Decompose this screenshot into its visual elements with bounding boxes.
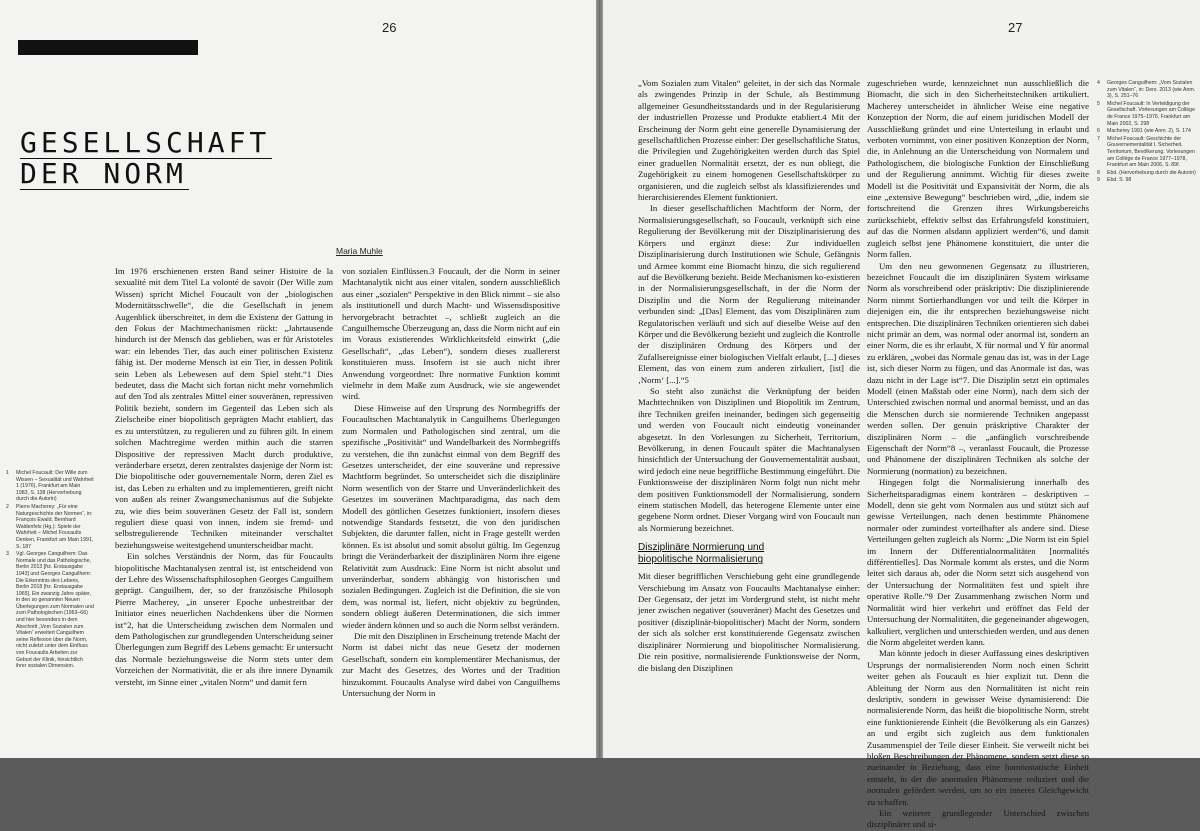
footnote-number: 7 — [1097, 135, 1100, 142]
footnote — [1097, 177, 1197, 184]
body-column-1 — [115, 266, 333, 752]
footnote-text: Macherey 1991 (wie Anm. 2), S. 174 — [1107, 128, 1191, 135]
paragraph: Man könnte jedoch in dieser Auffassung eines deskriptiven Ursprungs der normalisierenden Norm noch einen Schritt weiter gehen als Foucault es hier explizit tut. Denn die Ableitung der Norm aus den Normalitäten ist nicht rein deskriptiv, sondern in gewisser Weise dynamisierend: Die normalisierende Norm, das heißt die biopolitische Norm, strebt eine funktionierende Einheit (die Bevölkerung als ein Ganzes) an und ergibt sich zugleich aus dem funktionalen Zusammenspiel der Teile dieser Einheit. Sie verweilt nicht bei bloßen Beschreibungen der Phänomene, sondern setzt diese so zueinander in Beziehung, dass eine homöostatische Einheit entsteht, in der die anormalen Phänomene reduziert und die normalen gefördert werden, um so ein inneres Gleichgewicht zu schaffen. — [867, 648, 1089, 807]
decorative-black-bar — [18, 40, 198, 55]
book-gutter — [596, 0, 603, 758]
footnote-text: Georges Canguilhem: „Vom Sozialen zum Vitalen“, in: Ders. 2013 (wie Anm. 3), S. 251–76 — [1107, 80, 1196, 100]
footnote-number: 6 — [1097, 128, 1100, 135]
footnote — [1097, 136, 1197, 169]
paragraph: Um den neu gewonnenen Gegensatz zu illustrieren, bezeichnet Foucault die im disziplinären System wirksame Norm als vorschreibend oder präskriptiv: Die disziplinierende Norm nimmt Sortierhandlungen vor und teilt die Körper in diejenigen ein, die ihr entsprechen beziehungsweise nicht entsprechen. Die disziplinären Techniken orientieren sich dabei nicht primär an dem, was normal oder anormal ist, sondern an einer Norm, die es ihr erlaubt, X für normal und Y für anormal zu erklären, „wobei das Normale genau das ist, was in der Lage ist, sich dieser Norm zu fügen, und das Anormale ist das, was dazu nicht in der Lage ist“7. Die Disziplin setzt ein optimales Modell (einen Maßstab oder eine Norm), nach dem sich der Unterschied zwischen normal und anormal bemisst, und an das die Menschen durch sie normierende Techniken angepasst werden sollen. Der genuin präskriptive Charakter der disziplinären Norm – die „anfänglich vorschreibende Eigenschaft der Norm“8 –, veranlasst Foucault, die Prozesse und Phänomene der disziplinären Techniken als solche der Normierung (normation) zu bezeichnen. — [867, 260, 1089, 476]
paragraph: Ein solches Verständnis der Norm, das für Foucaults biopolitische Machtanalysen zentral ist, ist entscheidend von der Lehre des Wissenschaftsphilosophen Georges Canguilhem geprägt. Canguilhem, der, so der französische Philosoph Pierre Macherey, „in unserer Epoche unbestreitbar der Initiator eines neuerlichen Nachdenkens über die Normen ist“2, hat die Unterscheidung zwischen dem Normalen und dem Pathologischen zur grundlegenden Unterscheidung seiner Überlegungen zum Begriff des Lebens gemacht: Er untersucht das Normale beziehungsweise die Norm stets unter dem Vorzeichen der Normativität, die er als ihre innere Dynamik versteht, im Sinne einer „vitalen Norm“ und damit fern — [115, 551, 333, 687]
right-page — [603, 0, 1200, 830]
paragraph: Im 1976 erschienenen ersten Band seiner Histoire de la sexualité mit dem Titel La volonté de savoir (Der Wille zum Wissen) spricht Michel Foucault von der „biologischen Modernitätsschwelle“, die die Gesellschaft in jenem Augenblick überschreitet, in dem die Existenz der Gattung in den Fokus der Machtmechanismen rückt: „Jahrtausende hindurch ist der Mensch das geblieben, was er für Aristoteles war: ein lebendes Tier, das auch einer politischen Existenz fähig ist. Der moderne Mensch ist ein Tier, in dessen Politik sein Leben als Lebewesen auf dem Spiel steht.“1 Dies bedeutet, dass die Macht sich fortan nicht mehr vornehmlich auf den Tod als zentrales Mittel einer souveränen, repressiven Politik bezieht, sondern im Gegenteil das Leben sich als Zielscheibe einer biopolitisch geprägten Macht etabliert, das es zu unterstützen, zu regulieren und zu führen gilt. In einem solchen Machtregime werden mithin auch die starren Dispositive der repressiven Macht durch produktive, veränderbare ersetzt, deren zentralstes dasjenige der Norm ist: Die biopolitische oder gouvernementale Norm, deren Ziel es ist, das Leben zu erhalten und zu implementieren, greift nicht von außen als reiner Zwangsmechanismus auf die Subjekte zu, wie dies beim souveränen Gesetz der Fall ist, sondern reguliert diese quasi von innen, indem sie fremd- und selbstregulierende Techniken miteinander verschaltet beziehungsweise weitestgehend ununterscheidbar macht. — [115, 266, 333, 550]
title-line-2: DER NORM — [20, 157, 187, 190]
paragraph: von sozialen Einflüssen.3 Foucault, der die Norm in seiner Machtanalytik nicht aus einer vitalen, sondern ausschließlich aus einer „sozialen“ Perspektive in den Blick nimmt – sie also als institutionell und durch Macht- und Wissensdispositive hervorgebracht betrachtet –, schließt zugleich an die Canguilhemsche Überzeugung an, dass die Norm nicht auf ein im Voraus existierendes Wirklichkeitsfeld einwirkt („die Gesellschaft“, „das Leben“), sondern dieses zuallererst konstituieren muss. Insofern ist sie auch nicht ihrer Anwendung vorgeordnet: Ihre normative Funktion kommt vielmehr in dem Maße zum Ausdruck, wie sie angewendet wird. — [342, 266, 560, 402]
footnote-text: Pierre Macherey: „Für eine Naturgeschichte der Normen“, in: François Ewald, Bernhard Waldenfels (Hg.): Spiele der Wahrheit – Michel Foucaults Denken, Frankfurt am Main 1991, S. 187 — [16, 503, 94, 550]
footnote-text: Ebd. S. 98 — [1107, 177, 1132, 184]
footnote-number: 8 — [1097, 169, 1100, 176]
title-line-1: GESELLSCHAFT — [20, 126, 271, 159]
footnote-number: 1 — [6, 470, 9, 476]
body-column-2 — [342, 266, 560, 752]
paragraph: Ein weiterer grundlegender Unterschied zwischen disziplinärer und si- — [867, 808, 1089, 830]
chapter-title — [20, 128, 280, 190]
footnote-number: 3 — [6, 551, 9, 558]
footnote-text: Vgl. Georges Canguilhem: Das Normale und das Pathologische, Berlin 2013 [frz. Erstausgabe 1943] und Georges Canguilhem: Die Erkenntnis des Lebens, Berlin 2018 [frz. Erstausgabe 1965]. Ein zwanzig Jahre später, in den so genannten Neuen Überlegungen zum Normalen und zum Pathologischen (1963–66) und hier besonders in dem Abschnitt „Vom Sozialen zum Vitalen“ erweitert Canguilhem seine Reflexion über die Norm, nicht zuletzt unter dem Einfluss von Foucaults Arbeiten zur Geburt der Klinik, hinsichtlich ihrer sozialen Dimension. — [16, 551, 94, 670]
left-page — [0, 0, 596, 758]
footnote-number: 4 — [1097, 80, 1100, 86]
paragraph: In dieser gesellschaftlichen Machtform der Norm, der Normalisierungsgesellschaft, so Foucault, verknüpft sich eine Regulierung der Bevölkerung mit der Disziplinarisierung des Körpers und ergänzt diese: Zur individuellen Disziplinarisierung durch Institutionen wie Schule, Gefängnis und Armee kommt eine Biomacht hinzu, die sich regulierend auf die Bevölkerung bezieht. Beide Mechanismen ko-existieren in der Normalisierungsgesellschaft, in der die Norm der Disziplin und die Norm der Regulierung miteinander verbunden sind: „[Das] Element, das vom Disziplinären zum Regulatorischen verläuft und sich auf dieselbe Weise auf den Körper und die Bevölkerung bezieht und zugleich die Kontrolle der disziplinären Ordnung des Körpers und der Zufallsereignisse einer biologischen Vielfalt erlaubt, [...] dieses Element, das von einem zum anderen zirkuliert, [ist] die ‚Norm‘ [...].“5 — [638, 203, 860, 385]
footnote — [6, 551, 94, 670]
footnote — [6, 504, 94, 550]
paragraph: Diese Hinweise auf den Ursprung des Normbegriffs der Foucaultschen Machtanalytik in Canguilhems Überlegungen zum Normalen und Pathologischen sind zentral, um die spezifische „Positivität“ und Wandelbarkeit des Normbegriffs zu verstehen, die ihn zunächst einmal von dem Begriff des Gesetzes unterscheidet, der eine souveräne und repressive Machtform begründet. So unterscheidet sich die disziplinäre Norm wesentlich von der Starre und Unveränderlichkeit des Gesetzes im souveränen Machtparadigma, das nach dem Modell des göttlichen Gesetzes funktioniert, insofern dieses notwendige Standards festsetzt, die von den juridischen Subjekten, die darunter fallen, nicht in Frage gestellt werden können. Es ist absolut und somit absolut gültig. Im Gegenzug bringt die Veränderbarkeit der disziplinären Norm ihre eigene Relativität zum Ausdruck: Eine Norm ist nicht absolut und unveränderbar, sondern abhängig von historischen und sozialen Bedingungen. Zugleich ist die Definition, die sie von dem, was normal ist, liefert, nicht objektiv zu begründen, sondern obliegt äußeren Determinationen, die sich immer wieder ändern können und so auch die Norm selbst verändern. — [342, 402, 560, 630]
footnote-text: Ebd. (Hervorhebung durch die Autorin) — [1107, 169, 1196, 176]
subheading: Disziplinäre Normierung und biopolitische Normalisierung — [638, 542, 765, 566]
page-number: 27 — [1008, 20, 1023, 35]
paragraph: So steht also zunächst die Verknüpfung der beiden Machttechniken von Disziplinen und Biopolitik im Zentrum, ihre Techniken greifen ineinander, bedingen sich gegenseitig und werden von Foucault nicht eindeutig voneinander abgesetzt. In den Vorlesungen zu Sicherheit, Territorium, Bevölkerung, in denen Foucault später die Machtanalysen hinsichtlich der Untersuchung der Gouvernementalität ausbaut, wird jedoch eine neue begriffliche Bestimmung eingeführt. Die Funktionsweise der disziplinären Norm folgt nun nicht mehr dem positiven Funktionsmodell der Normalisierung, sondern einem statischen Modell, das heterogene Elemente unter eine gegebene Norm ordnet. Dieser Vorgang wird von Foucault nun als Normierung bezeichnet. — [638, 385, 860, 533]
paragraph: zugeschrieben wurde, kennzeichnet nun ausschließlich die Biomacht, die sich in den Sicherheitstechniken artikuliert. Macherey unterscheidet in ähnlicher Weise eine negative Konzeption der Norm, die auf einem juridischen Modell der Ausschließung gründet und eine Unterteilung in erlaubt und verboten vornimmt, von einer positiven Konzeption der Norm, die, in Anlehnung an die Unterscheidung von Normalem und Pathologischem, die biologische Funktion der Einschließung und der Regulierung annimmt. Wichtig für dieses zweite Modell ist die Positivität und Expansivität der Norm, die als eine „extensive Bewegung“ beschrieben wird, „die, indem sie fortschreitend die Grenzen ihres Wirkungsbereichs zurückschiebt, effektiv selbst das Erfahrungsfeld konstituiert, auf das die Normen alsdann appliziert werden“6, und damit zugleich selbst jene Phänomene konstituiert, die unter die Norm fallen. — [867, 78, 1089, 260]
paragraph: Hingegen folgt die Normalisierung innerhalb des Sicherheitsparadigmas einem konträren – deskriptiven – Modell, denn sie geht vom Normalen aus und stützt sich auf gewisse Verteilungen, nach denen bestimmte Phänomene normaler oder zumindest vorteilhafter als andere sind. Diese Verteilungen gelten zugleich als Norm: „Die Norm ist ein Spiel im Innern der Differentialnormalitäten [normalités différentielles]. Das Normale kommt als erstes, und die Norm leitet sich daraus ab, oder die Norm setzt sich ausgehend von der Untersuchung der Normalitäten fest und spielt ihre operative Rolle.“9 Der Zusammenhang zwischen Norm und Normalität wird hier verkehrt und eröffnet das Feld der Untersuchung der Normalitäten, die gegeneinander abgewogen, kalkuliert, verglichen und unterschieden werden, und aus denen die Norm abgeleitet werden kann. — [867, 477, 1089, 647]
body-column-2 — [867, 78, 1089, 830]
footnote — [1097, 128, 1197, 135]
body-column-1 — [638, 78, 860, 752]
footnotes-right — [1097, 80, 1197, 185]
footnote — [1097, 80, 1197, 100]
footnote-number: 5 — [1097, 100, 1100, 107]
paragraph: Mit dieser begrifflichen Verschiebung geht eine grundlegende Verschiebung im Ansatz von Foucaults Machtanalyse einher: Der Gegensatz, der jetzt im Vordergrund steht, ist nicht mehr jener zwischen negativer (souveräner) Macht des Gesetzes und positiver (disziplinär-biopolitischer) Macht der Norm, sondern der sich als solcher erst konstituierende Gegensatz zwischen disziplinärer Normierung und biopolitischer Normalisierung. Die rein positive, normalisierende Funktionsweise der Norm, die bislang den Disziplinen — [638, 571, 860, 673]
footnote-text: Michel Foucault: In Verteidigung der Gesellschaft. Vorlesungen am Collège de France 1975–1976, Frankfurt am Main 2002, S. 298 — [1107, 100, 1195, 127]
footnote-number: 2 — [6, 503, 9, 510]
author-name: Maria Muhle — [336, 246, 383, 256]
footnote-text: Michel Foucault: Geschichte der Gouvernementalität I. Sicherheit, Territorium, Bevölkerung. Vorlesungen am Collège de France 1977–1978, Frankfurt am Main 2006, S. 89f. — [1107, 135, 1195, 169]
paragraph: „Vom Sozialen zum Vitalen“ geleitet, in der sich das Normale als zwingendes Prinzip in der Schule, als Bestimmung allgemeiner Gesundheitsstandards und in der Regularisierung der industriellen Prozesse und Produkte etabliert.4 Mit der Erscheinung der Norm geht eine generelle Dynamisierung der gesellschaftlichen Prozesse einher: Der gesellschaftliche Status, die Privilegien und Zugehörigkeiten werden durch das Spiel einer graduellen Normalität ersetzt, der es nun obliegt, die Zugehörigkeit zu einem homogenen Gesellschaftskörper zu organisieren, und die zugleich selbst als klassifizierendes und hierarchisierendes Element funktioniert. — [638, 78, 860, 203]
footnote-number: 9 — [1097, 177, 1100, 184]
footnote — [1097, 101, 1197, 127]
footnote-text: Michel Foucault: Der Wille zum Wissen – Sexualität und Wahrheit 1 (1976), Frankfurt am Main 1983, S. 138 (Hervorhebung durch die Autorin) — [16, 470, 94, 503]
footnotes-left — [6, 470, 94, 671]
page-number: 26 — [382, 20, 397, 35]
paragraph: Die mit den Disziplinen in Erscheinung tretende Macht der Norm ist dabei nicht das neue Gesetz der modernen Gesellschaft, sondern ein komplementärer Mechanismus, der zur Macht des Gesetzes, des Wortes und der Tradition hinzukommt. Foucaults Analyse wird dabei von Canguilhems Untersuchung der Norm in — [342, 631, 560, 699]
footnote — [1097, 170, 1197, 177]
footnote — [6, 470, 94, 503]
